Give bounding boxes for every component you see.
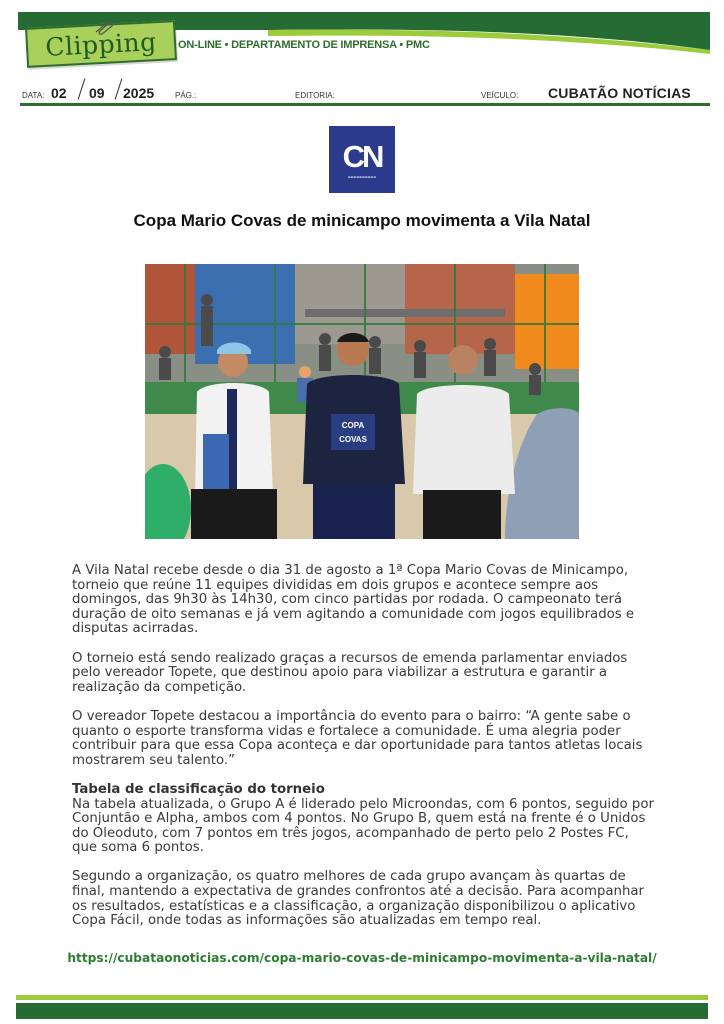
date-day: 02 xyxy=(51,85,67,101)
date-label: DATA: xyxy=(22,91,45,100)
date-separator xyxy=(78,78,86,99)
footer-stripe-light xyxy=(16,995,708,1000)
article-photo xyxy=(145,264,579,539)
article-subheading: Tabela de classificação do torneio xyxy=(72,781,325,797)
department-label: ON-LINE • DEPARTAMENTO DE IMPRENSA • PMC xyxy=(178,39,430,51)
article-paragraph: O torneio está sendo realizado graças a recursos de emenda parlamentar enviados pelo vereador Topete, que destinou apoio para viabilizar a estrutura e garantir a realização da competição. xyxy=(72,650,628,695)
article-paragraph: Segundo a organização, os quatro melhores de cada grupo avançam às quartas de final, mantendo a expectativa de grandes confrontos até a decisão. Para acompanhar os resultados, estatísticas e a classificação, a organização disponibilizou o aplicativo Copa Fácil, onde todas as informações são atualizadas em tempo real. xyxy=(72,869,645,929)
paperclip-icon xyxy=(94,20,116,36)
source-url-link[interactable]: https://cubataonoticias.com/copa-mario-covas-de-minicampo-movimenta-a-vila-natal/ xyxy=(67,951,657,965)
editoria-label: EDITORIA: xyxy=(295,91,335,100)
date-separator xyxy=(115,78,123,99)
publisher-logo-text: CN xyxy=(342,138,382,174)
veiculo-label: VEÍCULO: xyxy=(481,91,519,100)
article-paragraph: O vereador Topete destacou a importância do evento para o bairro: “A gente sabe o quanto o esporte transforma vidas e fortalece a comunidade. É uma alegria poder contribuir para que essa Copa aconteça e dar oportunidade para tantos atletas locais mostrarem seu talento.” xyxy=(72,708,643,768)
page-label: PÁG.: xyxy=(175,91,197,100)
info-divider xyxy=(20,103,710,106)
article-paragraph: Na tabela atualizada, o Grupo A é liderado pelo Microondas, com 6 pontos, seguido por Conjuntão e Alpha, ambos com 4 pontos. No Grupo B, quem está na frente é o Unidos do Oleoduto, com 7 pontos em três jogos, acompanhado de perto pelo 2 Postes FC, que soma 6 pontos. xyxy=(72,796,654,856)
publisher-logo-tagline: ▬▬▬▬▬▬▬▬▬▬ xyxy=(347,174,377,179)
clipping-logo: Clipping xyxy=(25,20,177,68)
date-year: 2025 xyxy=(123,85,155,101)
date-month: 09 xyxy=(89,85,105,101)
publisher-logo xyxy=(329,126,395,193)
svg-text:COPA: COPA xyxy=(341,421,365,430)
article-headline: Copa Mario Covas de minicampo movimenta a Vila Natal xyxy=(133,211,591,230)
article-paragraph: A Vila Natal recebe desde o dia 31 de agosto a 1ª Copa Mario Covas de Minicampo, torneio que reúne 11 equipes divididas em dois grupos e acontece sempre aos domingos, das 9h30 às 14h30, com cinco partidas por rodada. O campeonato terá duração de oito semanas e já vem agitando a comunidade com jogos equilibrados e disputas acirradas. xyxy=(72,563,635,637)
clipping-info-row xyxy=(22,78,710,104)
svg-text:COVAS: COVAS xyxy=(339,435,367,444)
footer-stripe-dark xyxy=(16,1003,708,1019)
article-body xyxy=(72,564,656,943)
veiculo-value: CUBATÃO NOTÍCIAS xyxy=(548,85,691,101)
